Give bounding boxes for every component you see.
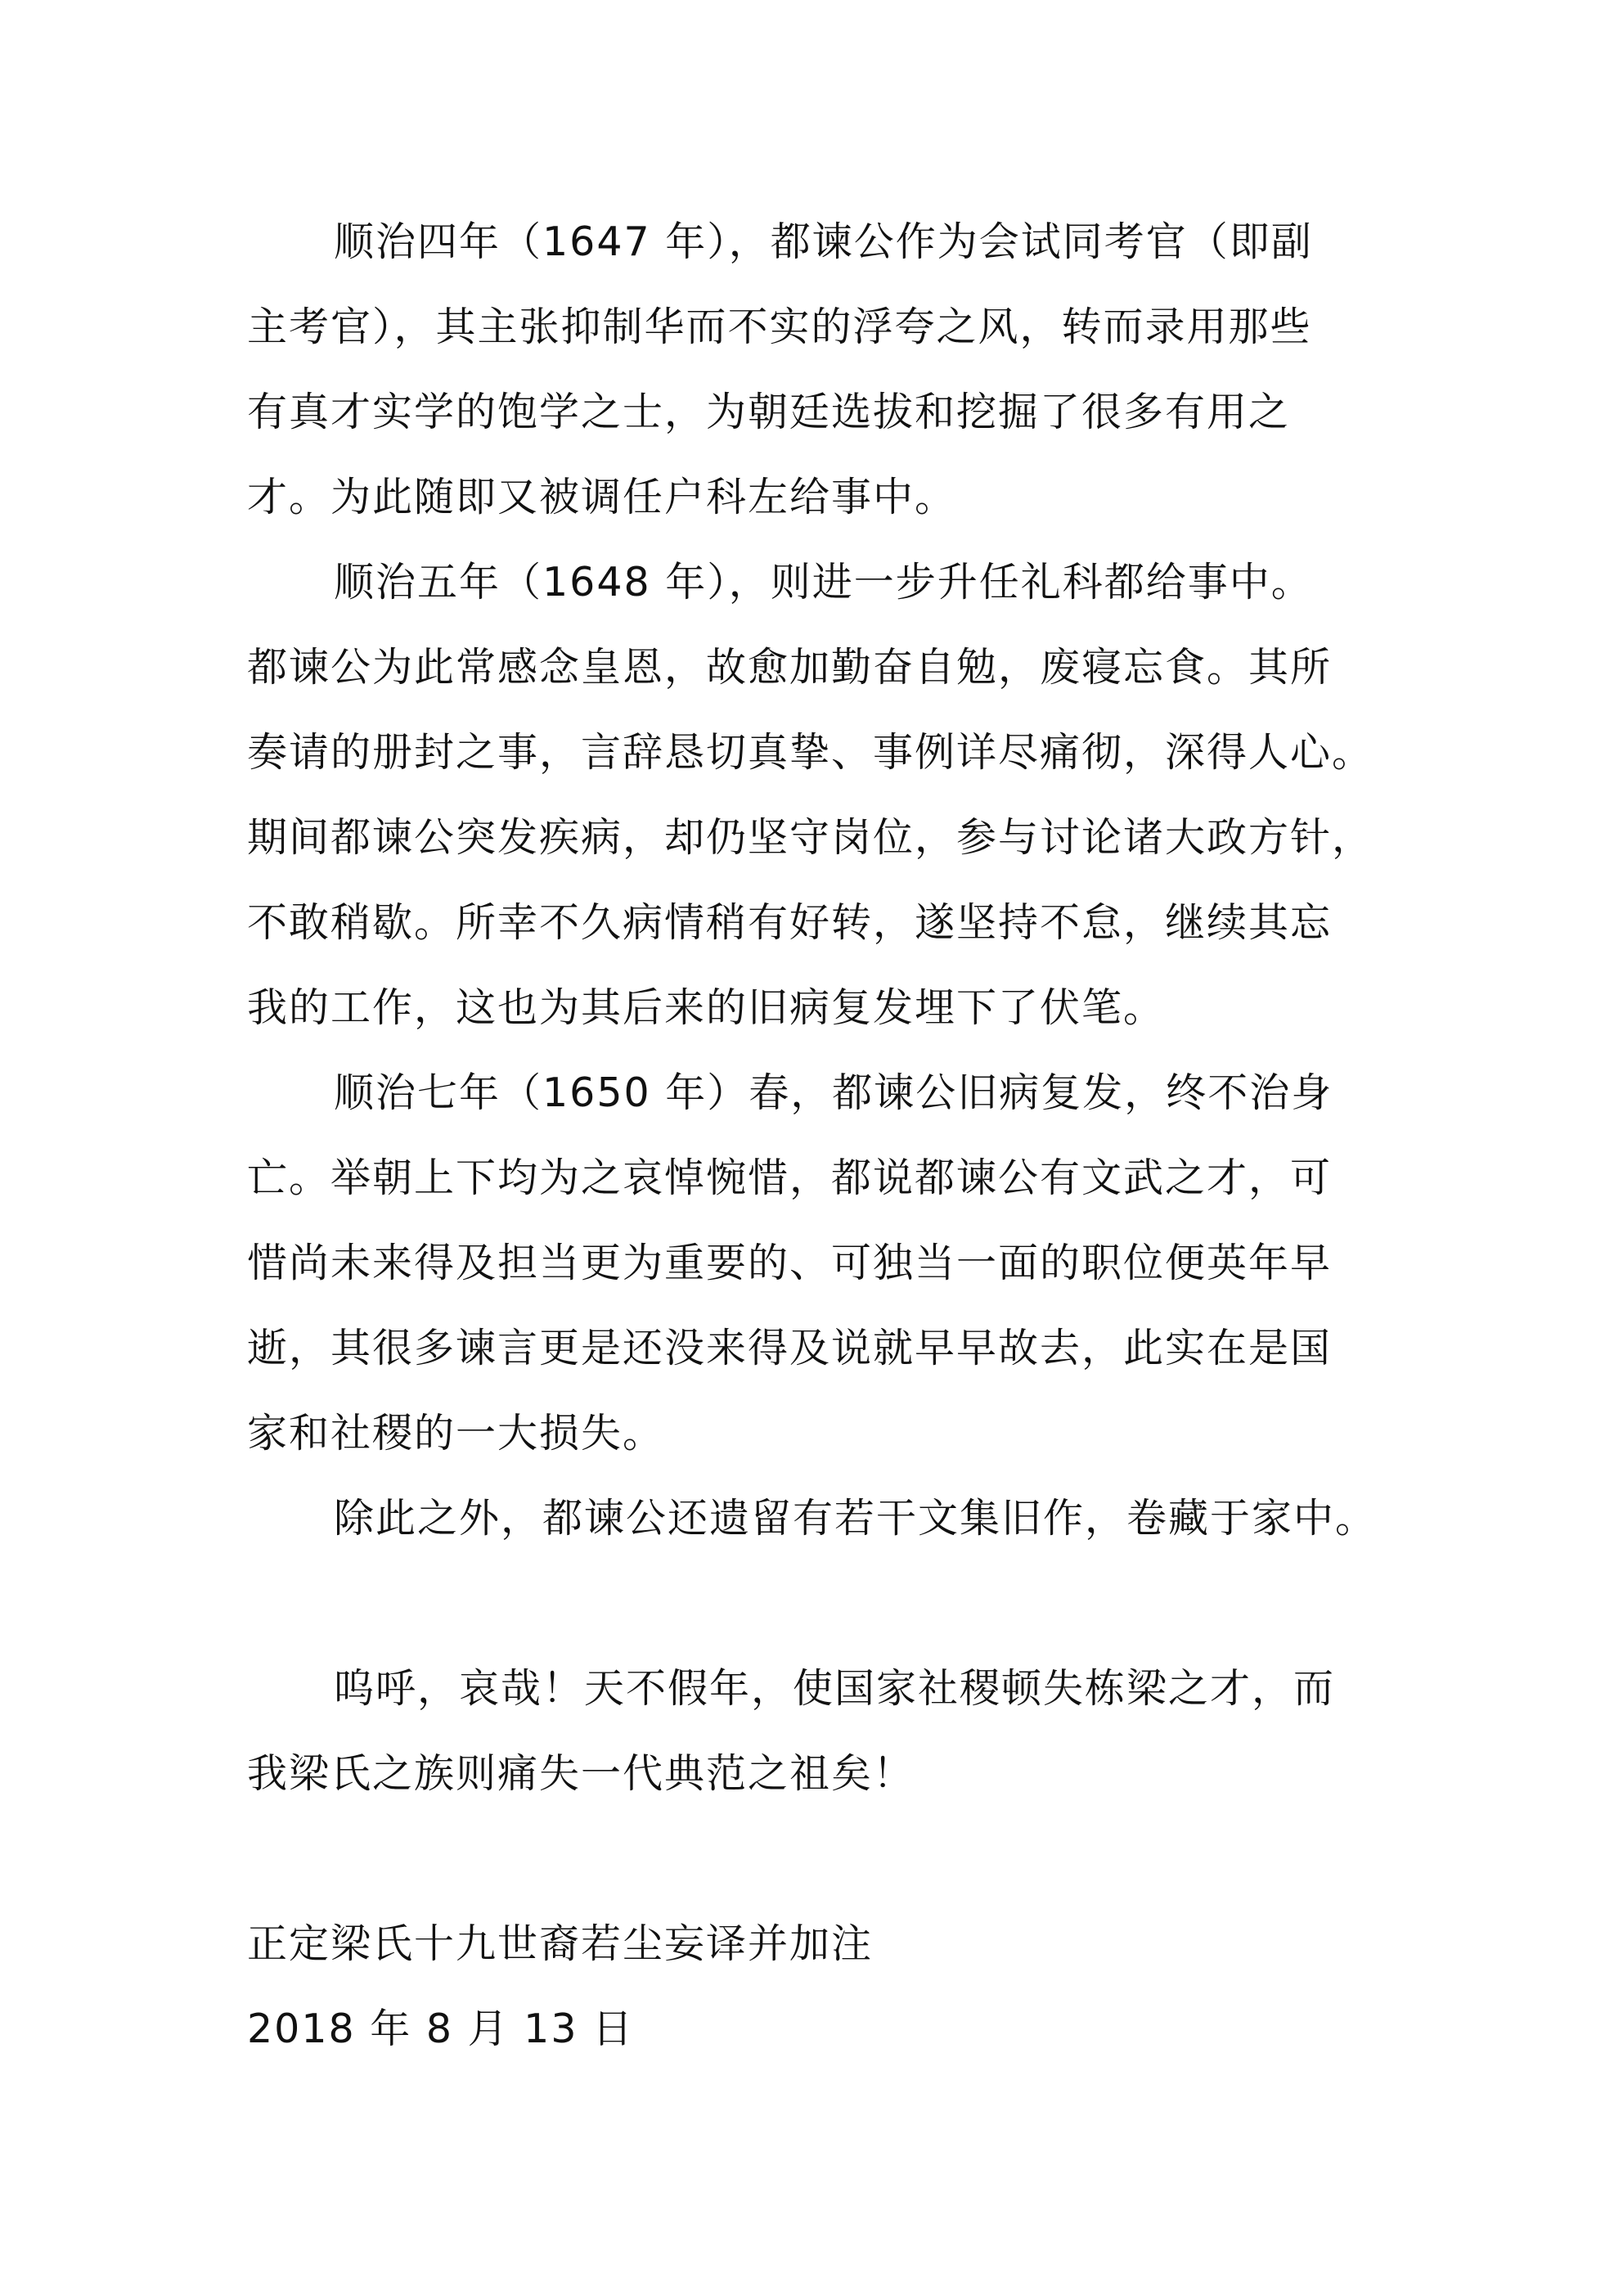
paragraph-shunzhi-7 <box>247 1051 1386 1476</box>
paragraph-line: 主考官），其主张抑制华而不实的浮夸之风，转而录用那些 <box>247 304 1312 350</box>
paragraph-line: 除此之外，都谏公还遗留有若干文集旧作，卷藏于家中。 <box>334 1495 1378 1542</box>
paragraph-line: 我的工作，这也为其后来的旧病复发埋下了伏笔。 <box>247 984 1166 1031</box>
paragraph-shunzhi-5 <box>247 540 1386 1051</box>
paragraph-line: 家和社稷的一大损失。 <box>247 1410 665 1456</box>
paragraph-line: 期间都谏公突发疾病，却仍坚守岗位，参与讨论诸大政方针， <box>247 814 1374 861</box>
paragraph-line: 都谏公为此常感念皇恩，故愈加勤奋自勉，废寝忘食。其所 <box>247 644 1333 691</box>
paragraph-line: 呜呼，哀哉！天不假年，使国家社稷顿失栋梁之才，而 <box>334 1665 1336 1712</box>
author-signature: 正定梁氏十九世裔若尘妄译并加注 <box>247 1920 874 1967</box>
document-date: 2018 年 8 月 13 日 <box>247 2006 635 2052</box>
paragraph-line: 我梁氏之族则痛失一代典范之祖矣！ <box>247 1750 915 1797</box>
paragraph-line: 有真才实学的饱学之士，为朝廷选拔和挖掘了很多有用之 <box>247 389 1291 435</box>
paragraph-line: 不敢稍歇。所幸不久病情稍有好转，遂坚持不怠，继续其忘 <box>247 899 1333 946</box>
paragraph-line: 顺治四年（1647 年），都谏公作为会试同考官（即副 <box>334 218 1313 265</box>
paragraph-line: 顺治七年（1650 年）春，都谏公旧病复发，终不治身 <box>334 1069 1333 1116</box>
paragraph-legacy-works <box>247 1476 1386 1561</box>
paragraph-line: 亡。举朝上下均为之哀悼惋惜，都说都谏公有文武之才，可 <box>247 1155 1333 1201</box>
paragraph-line: 奏请的册封之事，言辞恳切真挚、事例详尽痛彻，深得人心。 <box>247 729 1374 776</box>
paragraph-line: 逝，其很多谏言更是还没来得及说就早早故去，此实在是国 <box>247 1325 1333 1371</box>
paragraph-shunzhi-4 <box>247 200 1386 540</box>
paragraph-line: 顺治五年（1648 年），则进一步升任礼科都给事中。 <box>334 559 1313 606</box>
paragraph-lament <box>247 1646 1386 1817</box>
paragraph-line: 才。为此随即又被调任户科左给事中。 <box>247 474 957 520</box>
paragraph-line: 惜尚未来得及担当更为重要的、可独当一面的职位便英年早 <box>247 1240 1333 1286</box>
